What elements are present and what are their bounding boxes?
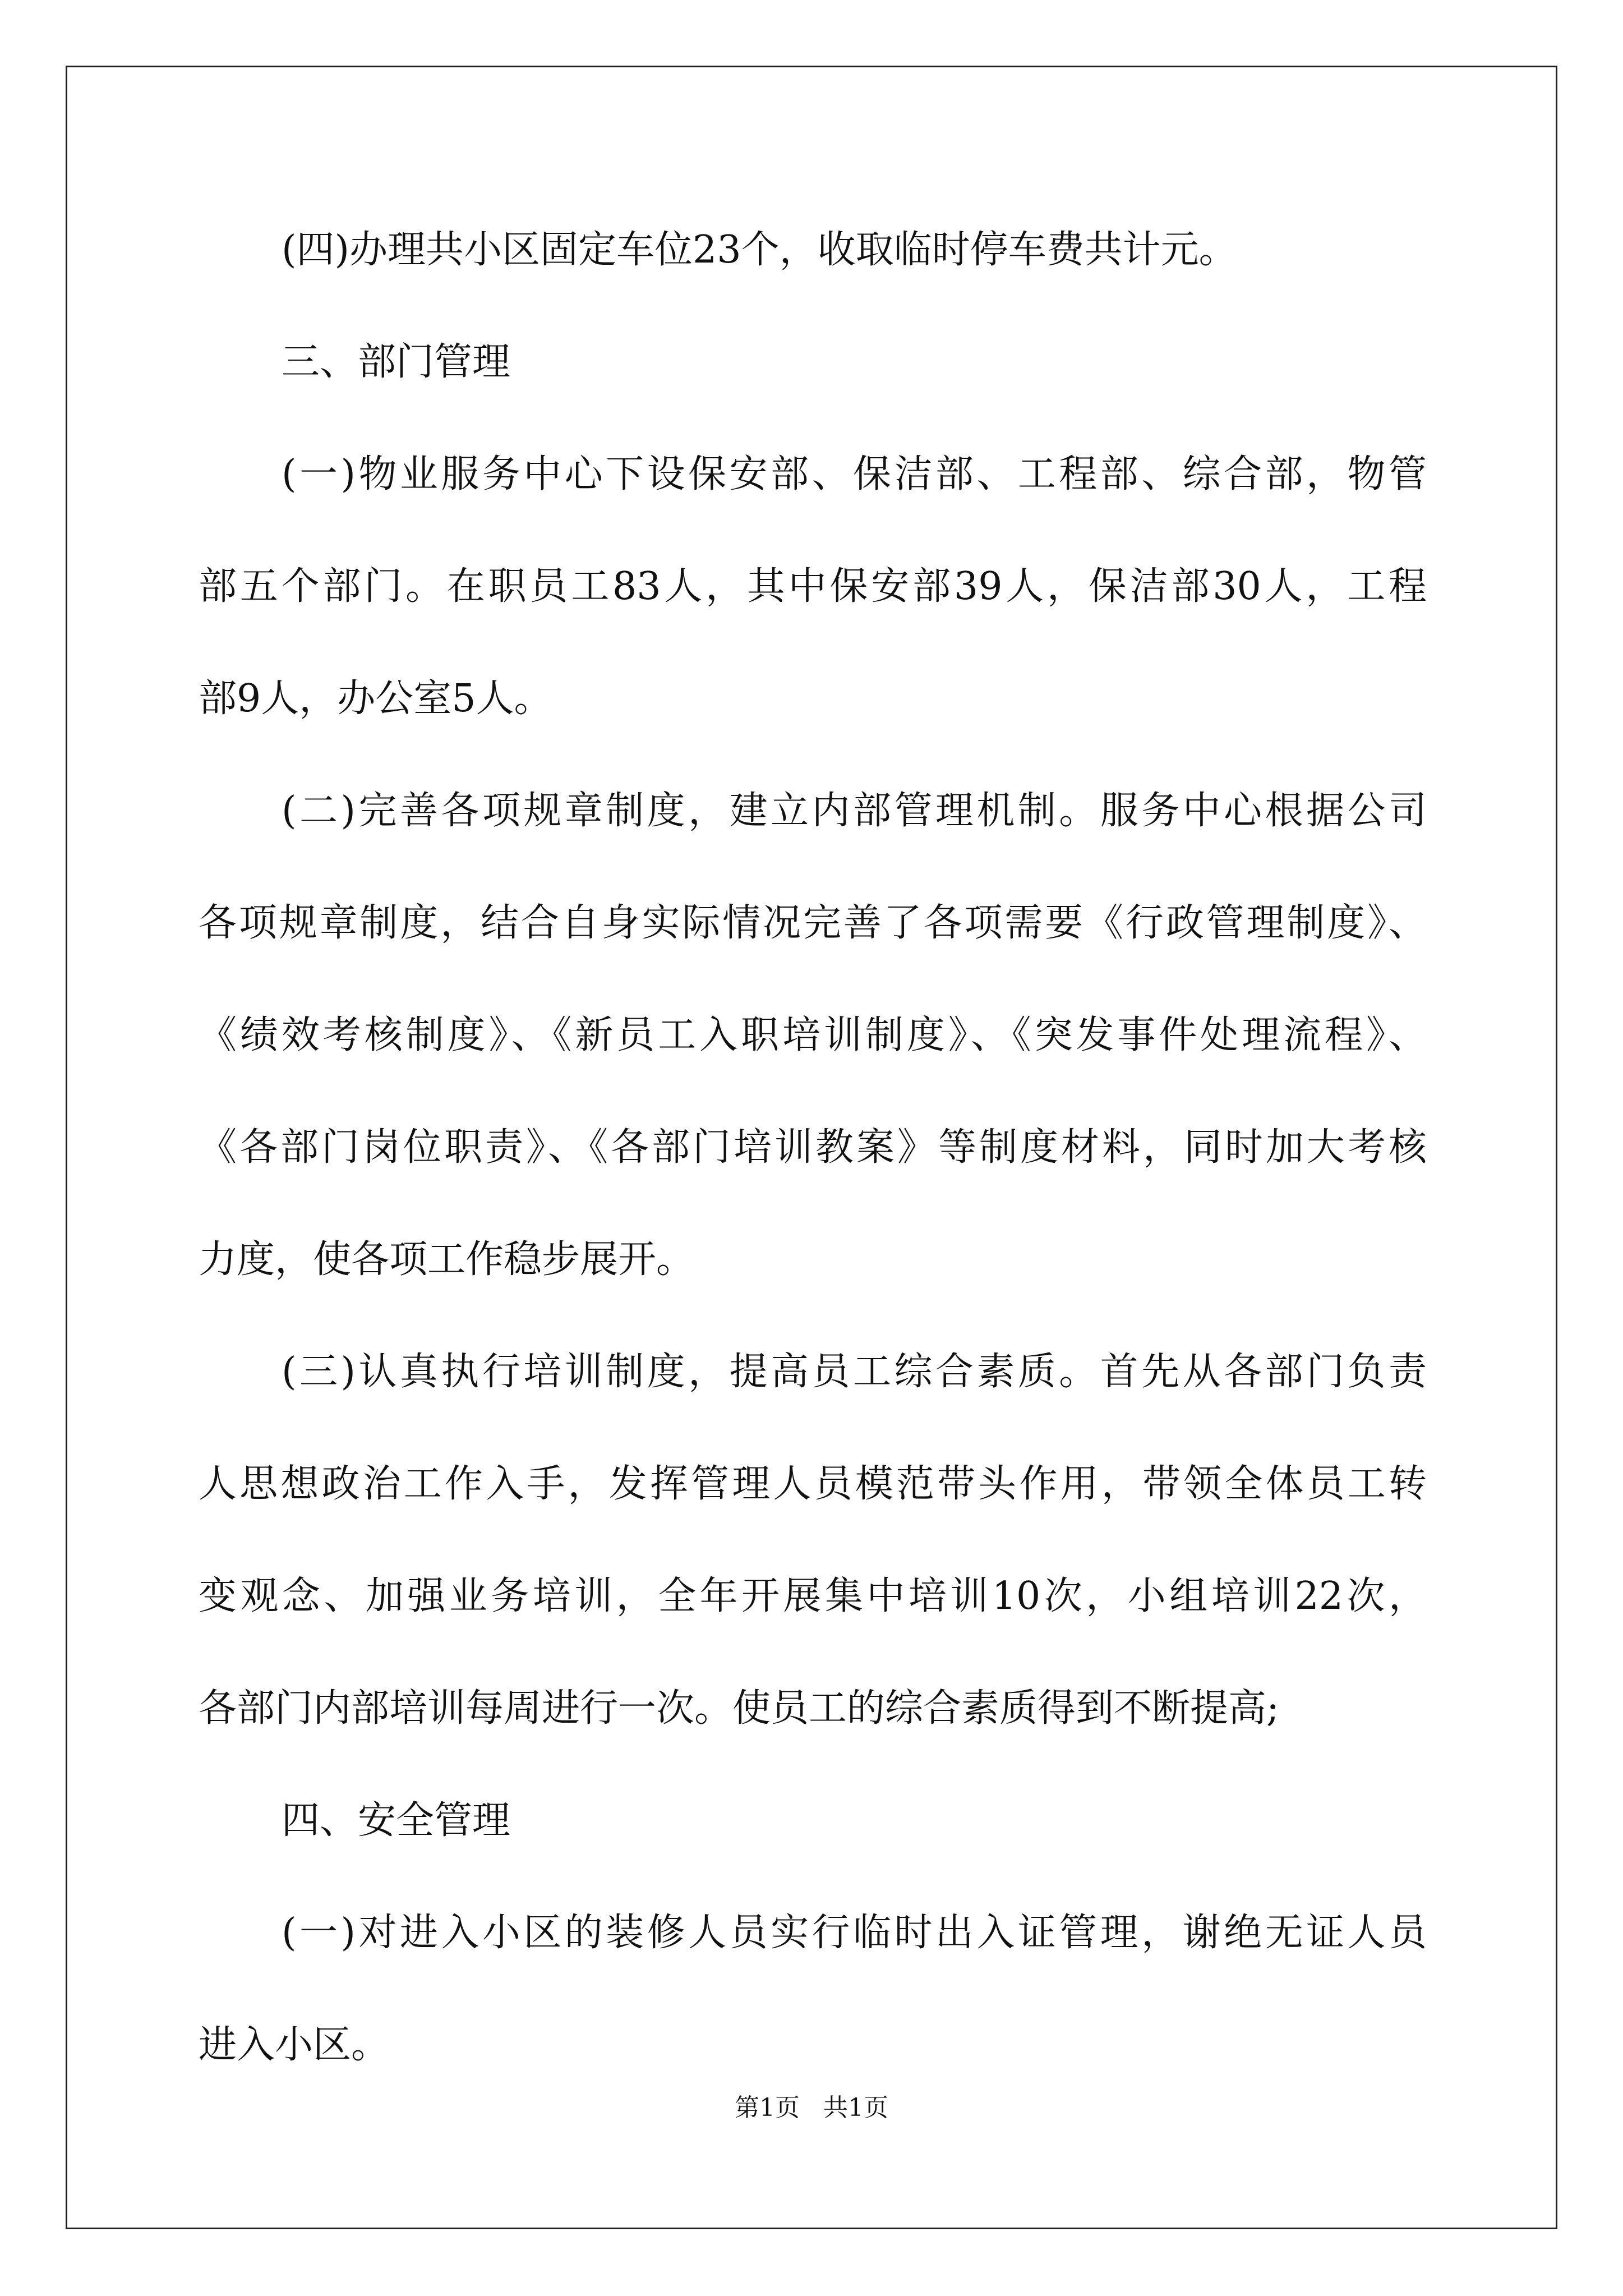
paragraph-line: 力度，使各项工作稳步展开。 xyxy=(199,1237,695,1282)
paragraph-line: 变观念、加强业务培训，全年开展集中培训10次，小组培训22次， xyxy=(199,1574,1427,1618)
paragraph-line: 各部门内部培训每周进行一次。使员工的综合素质得到不断提高; xyxy=(199,1686,1279,1731)
paragraph-line: (一)物业服务中心下设保安部、保洁部、工程部、综合部，物管 xyxy=(282,452,1427,496)
paragraph-line: (一)对进入小区的装修人员实行临时出入证管理，谢绝无证人员 xyxy=(282,1911,1427,1955)
paragraph-line: 《绩效考核制度》、《新员工入职培训制度》、《突发事件处理流程》、 xyxy=(199,1013,1427,1057)
paragraph-line: (三)认真执行培训制度，提高员工综合素质。首先从各部门负责 xyxy=(282,1350,1427,1394)
paragraph-line: (四)办理共小区固定车位23个，收取临时停车费共计元。 xyxy=(282,228,1237,272)
paragraph-line: 部五个部门。在职员工83人，其中保安部39人，保洁部30人，工程 xyxy=(199,564,1427,609)
paragraph-line: 部9人，办公室5人。 xyxy=(199,677,552,721)
section-heading: 四、安全管理 xyxy=(282,1798,511,1843)
section-heading: 三、部门管理 xyxy=(282,340,511,384)
page-number-footer: 第1页 共1页 xyxy=(735,2093,888,2122)
paragraph-line: 各项规章制度，结合自身实际情况完善了各项需要《行政管理制度》、 xyxy=(199,901,1427,945)
paragraph-line: 人思想政治工作入手，发挥管理人员模范带头作用，带领全体员工转 xyxy=(199,1462,1427,1506)
paragraph-line: 进入小区。 xyxy=(199,2023,390,2067)
paragraph-line: (二)完善各项规章制度，建立内部管理机制。服务中心根据公司 xyxy=(282,789,1427,833)
paragraph-line: 《各部门岗位职责》、《各部门培训教案》等制度材料，同时加大考核 xyxy=(199,1125,1427,1170)
